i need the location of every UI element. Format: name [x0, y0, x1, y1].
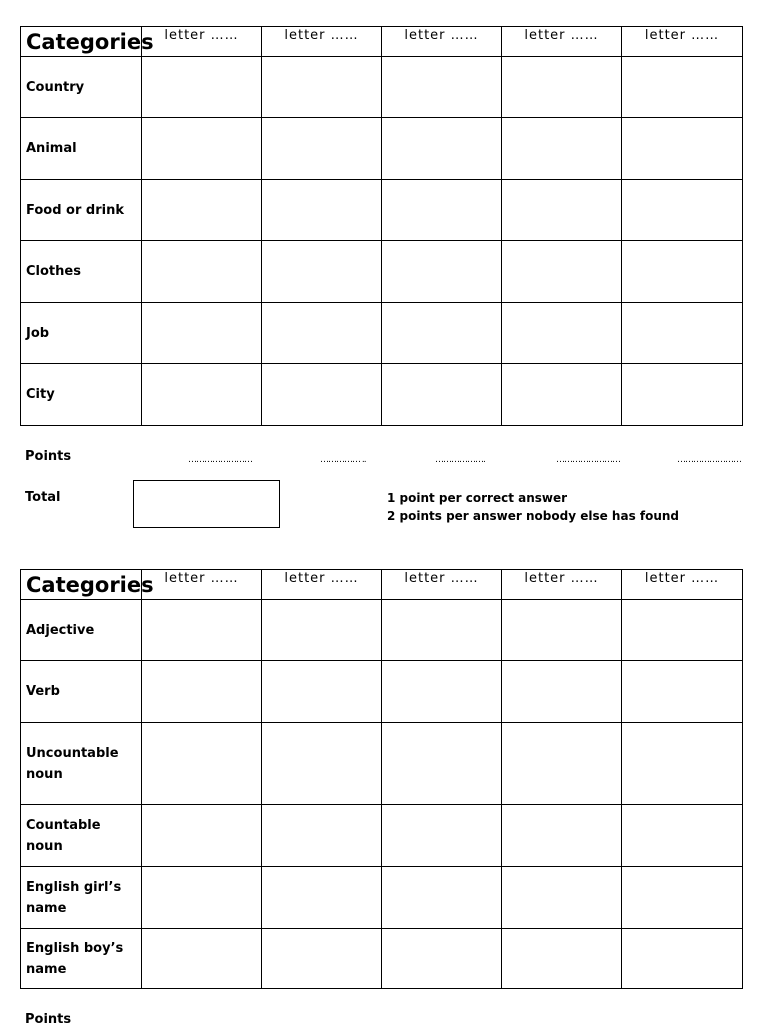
categories-heading: Categories [21, 570, 142, 600]
letter-header: letter …… [382, 570, 502, 600]
answer-cell[interactable] [262, 118, 382, 180]
answer-cell[interactable] [142, 723, 262, 805]
table-header-row [21, 570, 743, 600]
answer-cell[interactable] [262, 57, 382, 118]
answer-cell[interactable] [502, 118, 622, 180]
points-label: Points [25, 449, 72, 464]
answer-cell[interactable] [262, 303, 382, 364]
answer-cell[interactable] [382, 364, 502, 426]
answer-cell[interactable] [262, 241, 382, 303]
answer-cell[interactable] [382, 600, 502, 661]
answer-cell[interactable] [622, 303, 743, 364]
answer-cell[interactable] [502, 867, 622, 929]
answer-cell[interactable] [262, 805, 382, 867]
table-row [21, 600, 743, 661]
answer-cell[interactable] [382, 303, 502, 364]
answer-cell[interactable] [382, 241, 502, 303]
answer-cell[interactable] [262, 929, 382, 989]
answer-cell[interactable] [622, 661, 743, 723]
table-row [21, 303, 743, 364]
answer-cell[interactable] [262, 723, 382, 805]
answer-cell[interactable] [502, 57, 622, 118]
points-blank: …………………… [677, 455, 741, 465]
category-label: Animal [21, 118, 142, 180]
letter-header: letter …… [262, 570, 382, 600]
answer-cell[interactable] [262, 364, 382, 426]
category-label: English boy’s name [21, 929, 142, 989]
answer-cell[interactable] [382, 867, 502, 929]
answer-cell[interactable] [502, 241, 622, 303]
categories-heading: Categories [21, 27, 142, 57]
answer-cell[interactable] [142, 118, 262, 180]
total-box[interactable] [133, 480, 280, 528]
table-row [21, 723, 743, 805]
table-row [21, 867, 743, 929]
letter-header: letter …… [262, 27, 382, 57]
answer-cell[interactable] [502, 600, 622, 661]
answer-cell[interactable] [382, 723, 502, 805]
category-label: Clothes [21, 241, 142, 303]
category-label: Adjective [21, 600, 142, 661]
category-label: Verb [21, 661, 142, 723]
answer-cell[interactable] [382, 180, 502, 241]
points-blank: ………………. [435, 455, 485, 465]
letter-header: letter …… [142, 570, 262, 600]
table-header-row [21, 27, 743, 57]
answer-cell[interactable] [382, 929, 502, 989]
answer-cell[interactable] [382, 57, 502, 118]
answer-cell[interactable] [142, 241, 262, 303]
answer-cell[interactable] [622, 180, 743, 241]
scoring-rule: 1 point per correct answer [387, 491, 568, 505]
answer-cell[interactable] [502, 364, 622, 426]
answer-cell[interactable] [262, 661, 382, 723]
table-row [21, 118, 743, 180]
letter-header: letter …… [502, 570, 622, 600]
answer-cell[interactable] [622, 600, 743, 661]
table-row [21, 805, 743, 867]
category-label: Country [21, 57, 142, 118]
answer-cell[interactable] [262, 180, 382, 241]
answer-cell[interactable] [622, 118, 743, 180]
answer-cell[interactable] [142, 929, 262, 989]
answer-cell[interactable] [142, 661, 262, 723]
table-row [21, 180, 743, 241]
category-label: City [21, 364, 142, 426]
answer-cell[interactable] [382, 805, 502, 867]
category-label: English girl’s name [21, 867, 142, 929]
answer-cell[interactable] [142, 364, 262, 426]
answer-cell[interactable] [142, 303, 262, 364]
categories-table-2 [20, 569, 743, 989]
answer-cell[interactable] [622, 57, 743, 118]
table-row [21, 929, 743, 989]
answer-cell[interactable] [142, 600, 262, 661]
answer-cell[interactable] [502, 929, 622, 989]
answer-cell[interactable] [142, 180, 262, 241]
answer-cell[interactable] [502, 303, 622, 364]
answer-cell[interactable] [502, 723, 622, 805]
answer-cell[interactable] [502, 661, 622, 723]
answer-cell[interactable] [142, 805, 262, 867]
letter-header: letter …… [622, 27, 743, 57]
scoring-rule: 2 points per answer nobody else has found [387, 509, 680, 523]
category-label: Countable noun [21, 805, 142, 867]
category-label: Job [21, 303, 142, 364]
answer-cell[interactable] [622, 723, 743, 805]
points-blank: …………………… [556, 455, 620, 465]
categories-table-1 [20, 26, 743, 426]
answer-cell[interactable] [382, 661, 502, 723]
answer-cell[interactable] [502, 805, 622, 867]
category-label: Uncountable noun [21, 723, 142, 805]
answer-cell[interactable] [142, 57, 262, 118]
letter-header: letter …… [622, 570, 743, 600]
answer-cell[interactable] [382, 118, 502, 180]
letter-header: letter …… [382, 27, 502, 57]
table-row [21, 661, 743, 723]
letter-header: letter …… [142, 27, 262, 57]
points-label: Points [25, 1012, 72, 1027]
answer-cell[interactable] [622, 364, 743, 426]
answer-cell[interactable] [622, 241, 743, 303]
answer-cell[interactable] [262, 600, 382, 661]
table-row [21, 57, 743, 118]
total-label: Total [25, 490, 61, 505]
answer-cell[interactable] [622, 929, 743, 989]
table-row [21, 241, 743, 303]
answer-cell[interactable] [142, 867, 262, 929]
category-label: Food or drink [21, 180, 142, 241]
table-row [21, 364, 743, 426]
answer-cell[interactable] [262, 867, 382, 929]
letter-header: letter …… [502, 27, 622, 57]
answer-cell[interactable] [622, 867, 743, 929]
answer-cell[interactable] [622, 805, 743, 867]
points-blank: …………… .. [320, 455, 366, 465]
answer-cell[interactable] [502, 180, 622, 241]
points-blank: …………………… [188, 455, 252, 465]
